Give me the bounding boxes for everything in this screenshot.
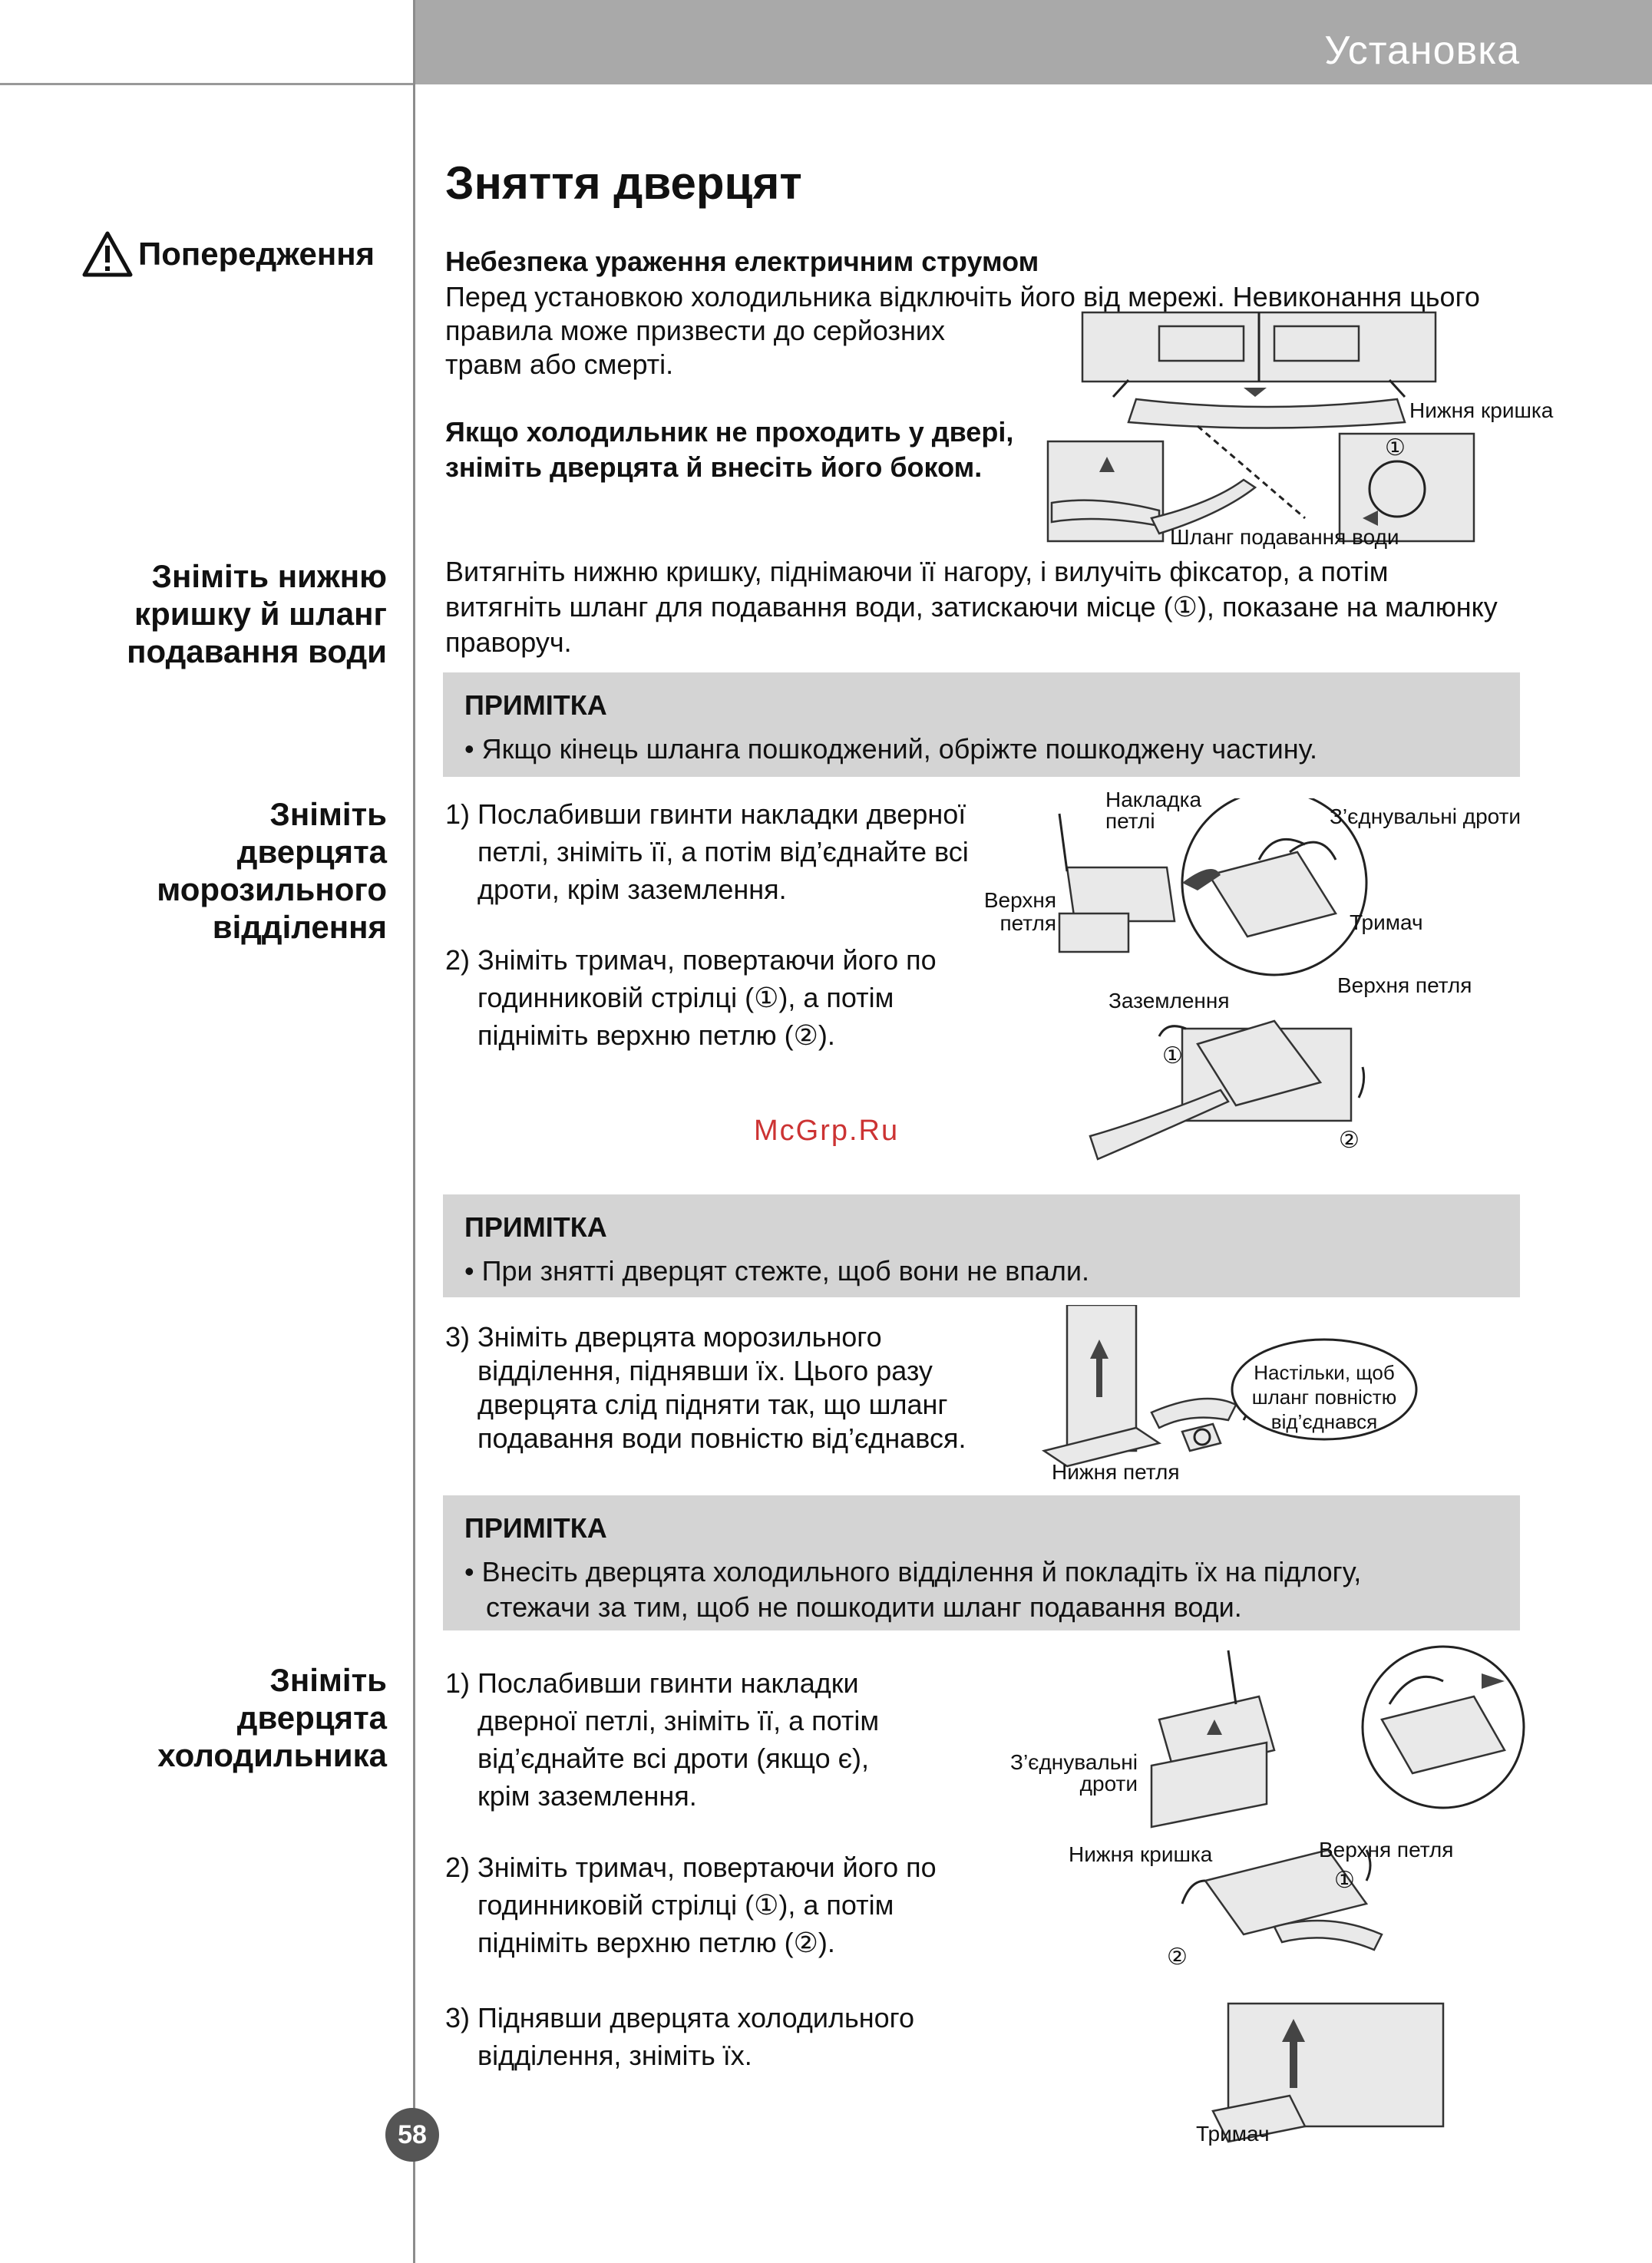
warning-heading: Небезпека ураження електричним струмом	[445, 246, 1039, 277]
fig4-circle-1: ①	[1334, 1868, 1355, 1893]
note-2	[443, 1194, 1520, 1297]
warning-line3: травм або смерті.	[445, 349, 674, 380]
warning-bold1: Якщо холодильник не проходить у двері,	[445, 416, 1014, 448]
page-title: Зняття дверцят	[445, 157, 802, 209]
note-2-title: ПРИМІТКА	[464, 1211, 607, 1243]
page-number: 58	[385, 2108, 439, 2162]
warning-line1: Перед установкою холодильника відключіть його від мережі. Невиконання цього	[445, 281, 1480, 312]
warning-bold2: зніміть дверцята й внесіть його боком.	[445, 451, 983, 483]
section4-step1: 1) Послабивши гвинти накладки дверної петлі, зніміть її, а потім від’єднайте всі дроти (якщо є), крім заземлення.	[445, 1667, 880, 1812]
section4-step3: 3) Піднявши дверцята холодильного відділення, зніміть їх.	[445, 2002, 914, 2071]
warning-line2: правила може призвести до серйозних	[445, 315, 946, 346]
section2-step2: 2) Зніміть тримач, повертаючи його по годинниковій стрілці (①), а потім підніміть верхню петлю (②).	[445, 944, 937, 1051]
section1-text: Витягніть нижню кришку, піднімаючи її нагору, і вилучіть фіксатор, а потім витягніть шланг для подавання води, затискаючи місце (①), показане на малюнку праворуч.	[445, 556, 1498, 658]
fig1-cover-label: Нижня кришка	[1409, 398, 1554, 422]
note-1-text: • Якщо кінець шланга пошкоджений, обріжте пошкоджену частину.	[464, 733, 1318, 765]
fig3-bottom-hinge-label: Нижня петля	[1052, 1460, 1180, 1484]
fig1-hose-label: Шланг подавання води	[1170, 525, 1399, 549]
note-1-title: ПРИМІТКА	[464, 689, 607, 721]
header-divider	[0, 83, 415, 85]
section2-step1: 1) Послабивши гвинти накладки дверної петлі, зніміть її, а потім від’єднайте всі дроти, крім заземлення.	[445, 798, 969, 905]
fig4-wires-label: З’єднувальні дроти	[1010, 1750, 1138, 1796]
column-divider	[413, 0, 415, 2263]
note-3-text: • Внесіть дверцята холодильного відділення й покладіть їх на підлогу, стежачи за тим, щоб не пошкодити шланг подавання води.	[464, 1556, 1362, 1623]
warning-label-text: Попередження	[138, 236, 375, 272]
fig2-cover-label: Накладка петлі	[1105, 788, 1202, 833]
fig4-circle-2: ②	[1167, 1944, 1188, 1970]
fig4-top-hinge-label: Верхня петля	[1319, 1838, 1454, 1862]
fig4-holder-label: Тримач	[1196, 2122, 1270, 2146]
note-3	[443, 1495, 1520, 1630]
section4-step2: 2) Зніміть тримач, повертаючи його по годинниковій стрілці (①), а потім підніміть верхню петлю (②).	[445, 1852, 937, 1958]
fig2-holder-label: Тримач	[1350, 910, 1423, 934]
fig2-hinge-label: Верхня петля	[983, 888, 1056, 935]
fig2-circle-1: ①	[1162, 1043, 1183, 1069]
section-title: Установка	[1324, 28, 1520, 73]
section1-heading: Зніміть нижню кришку й шланг подавання води	[127, 558, 387, 669]
warning-label	[81, 230, 375, 278]
fig2-circle-2: ②	[1339, 1128, 1360, 1153]
watermark: McGrp.Ru	[754, 1115, 900, 1147]
section3-step3: 3) Зніміть дверцята морозильного відділення, піднявши їх. Цього разу дверцята слід підняти так, що шланг подавання води повністю від’єднався.	[445, 1321, 966, 1454]
note-1	[443, 672, 1520, 777]
figure-lower-cover	[1036, 311, 1558, 549]
section2-heading: Зніміть дверцята морозильного відділення	[157, 796, 387, 945]
fig2-top-hinge-label: Верхня петля	[1337, 973, 1472, 997]
fig2-ground-label: Заземлення	[1108, 989, 1230, 1013]
fig2-wires-label: З’єднувальні дроти	[1330, 804, 1521, 828]
fig3-callout: Настільки, щоб шланг повністю від’єднався	[1251, 1361, 1397, 1433]
warning-icon	[81, 230, 134, 278]
section4-heading: Зніміть дверцята холодильника	[157, 1662, 387, 1773]
note-3-title: ПРИМІТКА	[464, 1512, 607, 1544]
fig4-cover-label: Нижня кришка	[1069, 1842, 1213, 1866]
fig1-circle-1: ①	[1385, 435, 1406, 461]
figure-fridge-hinge	[1136, 1635, 1535, 2157]
note-2-text: • При знятті дверцят стежте, щоб вони не впали.	[464, 1255, 1089, 1287]
